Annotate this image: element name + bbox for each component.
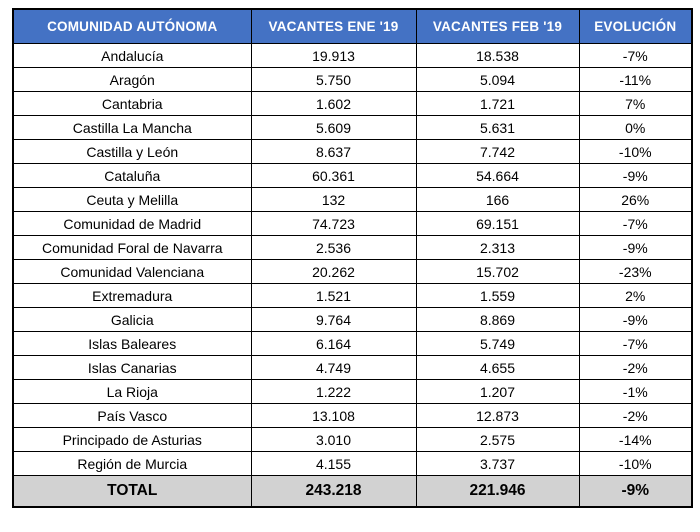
evolucion-cell: -2% [579,404,692,428]
table-row [13,284,692,308]
vacantes-feb-cell: 1.207 [416,380,579,404]
vacantes-feb-cell: 5.749 [416,332,579,356]
table-row [13,140,692,164]
region-name-cell: Comunidad de Madrid [13,212,251,236]
evolucion-cell: -11% [579,68,692,92]
region-name-cell: Extremadura [13,284,251,308]
evolucion-cell: -9% [579,236,692,260]
vacancies-table [12,8,693,508]
table-row [13,188,692,212]
table-row [13,332,692,356]
vacantes-ene-cell: 5.750 [251,68,416,92]
evolucion-cell: -7% [579,332,692,356]
evolucion-cell: -2% [579,356,692,380]
table-row [13,404,692,428]
evolucion-cell: 2% [579,284,692,308]
vacantes-feb-cell: 69.151 [416,212,579,236]
table-row [13,308,692,332]
region-name-cell: Andalucía [13,44,251,68]
total-label-cell: TOTAL [13,476,251,508]
vacantes-feb-cell: 5.094 [416,68,579,92]
evolucion-cell: -10% [579,452,692,476]
table-row [13,92,692,116]
region-name-cell: Principado de Asturias [13,428,251,452]
column-header-comunidad: COMUNIDAD AUTÓNOMA [13,9,251,44]
vacantes-ene-cell: 13.108 [251,404,416,428]
region-name-cell: País Vasco [13,404,251,428]
vacantes-feb-cell: 3.737 [416,452,579,476]
total-vacantes-ene-cell: 243.218 [251,476,416,508]
table-row [13,68,692,92]
region-name-cell: Galicia [13,308,251,332]
evolucion-cell: -14% [579,428,692,452]
region-name-cell: Islas Baleares [13,332,251,356]
vacantes-feb-cell: 2.313 [416,236,579,260]
table-header-row [13,9,692,44]
evolucion-cell: -10% [579,140,692,164]
evolucion-cell: 26% [579,188,692,212]
vacantes-feb-cell: 1.721 [416,92,579,116]
region-name-cell: Ceuta y Melilla [13,188,251,212]
vacantes-ene-cell: 3.010 [251,428,416,452]
region-name-cell: Islas Canarias [13,356,251,380]
column-header-evolucion: EVOLUCIÓN [579,9,692,44]
vacantes-ene-cell: 9.764 [251,308,416,332]
vacantes-feb-cell: 54.664 [416,164,579,188]
vacantes-ene-cell: 132 [251,188,416,212]
region-name-cell: Región de Murcia [13,452,251,476]
evolucion-cell: -9% [579,164,692,188]
table-row [13,164,692,188]
vacantes-ene-cell: 4.749 [251,356,416,380]
total-vacantes-feb-cell: 221.946 [416,476,579,508]
evolucion-cell: -1% [579,380,692,404]
region-name-cell: Comunidad Foral de Navarra [13,236,251,260]
region-name-cell: Comunidad Valenciana [13,260,251,284]
vacantes-ene-cell: 8.637 [251,140,416,164]
table-row [13,44,692,68]
vacantes-ene-cell: 1.602 [251,92,416,116]
vacantes-ene-cell: 19.913 [251,44,416,68]
table-footer [13,476,692,508]
vacantes-feb-cell: 8.869 [416,308,579,332]
vacantes-ene-cell: 6.164 [251,332,416,356]
vacantes-feb-cell: 1.559 [416,284,579,308]
vacantes-feb-cell: 5.631 [416,116,579,140]
table-row [13,356,692,380]
vacantes-ene-cell: 1.521 [251,284,416,308]
vacantes-ene-cell: 1.222 [251,380,416,404]
table-row [13,116,692,140]
table-row [13,452,692,476]
evolucion-cell: 7% [579,92,692,116]
column-header-vacantes-feb: VACANTES FEB '19 [416,9,579,44]
vacantes-ene-cell: 2.536 [251,236,416,260]
vacantes-ene-cell: 20.262 [251,260,416,284]
vacantes-feb-cell: 15.702 [416,260,579,284]
vacantes-feb-cell: 2.575 [416,428,579,452]
vacantes-feb-cell: 18.538 [416,44,579,68]
vacantes-feb-cell: 4.655 [416,356,579,380]
vacantes-feb-cell: 7.742 [416,140,579,164]
region-name-cell: Castilla La Mancha [13,116,251,140]
table-row [13,380,692,404]
evolucion-cell: 0% [579,116,692,140]
table-row [13,428,692,452]
total-evolucion-cell: -9% [579,476,692,508]
evolucion-cell: -7% [579,44,692,68]
total-row [13,476,692,508]
region-name-cell: Cantabria [13,92,251,116]
vacantes-ene-cell: 74.723 [251,212,416,236]
vacantes-ene-cell: 5.609 [251,116,416,140]
vacantes-feb-cell: 166 [416,188,579,212]
table-row [13,260,692,284]
table-row [13,212,692,236]
table-body [13,44,692,476]
region-name-cell: Aragón [13,68,251,92]
region-name-cell: La Rioja [13,380,251,404]
table-row [13,236,692,260]
region-name-cell: Cataluña [13,164,251,188]
evolucion-cell: -9% [579,308,692,332]
vacantes-ene-cell: 4.155 [251,452,416,476]
evolucion-cell: -7% [579,212,692,236]
column-header-vacantes-ene: VACANTES ENE '19 [251,9,416,44]
vacantes-feb-cell: 12.873 [416,404,579,428]
evolucion-cell: -23% [579,260,692,284]
vacantes-ene-cell: 60.361 [251,164,416,188]
region-name-cell: Castilla y León [13,140,251,164]
